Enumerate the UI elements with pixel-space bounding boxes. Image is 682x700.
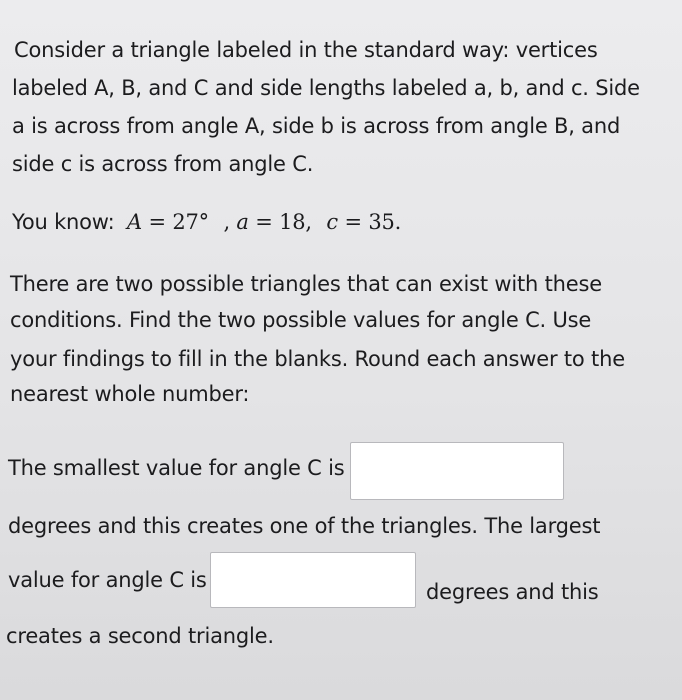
given-label: You know:	[12, 210, 115, 234]
largest-angle-c-input[interactable]	[210, 552, 416, 608]
task-line-2: conditions. Find the two possible values for angle C. Use	[10, 308, 592, 332]
intro-line-4: side c is across from angle C.	[12, 152, 314, 176]
blank1-prefix: The smallest value for angle C is	[8, 456, 345, 480]
blank2-prefix: value for angle C is	[8, 568, 207, 592]
side-a-value: 18	[279, 210, 306, 234]
side-c-value: 35	[368, 210, 395, 234]
blank2-suffix: degrees and this	[426, 580, 599, 604]
blank1-suffix: degrees and this creates one of the triangles. The largest	[8, 514, 601, 538]
angle-A-unit: °	[198, 210, 209, 234]
task-line-4: nearest whole number:	[10, 382, 250, 406]
task-line-3: your findings to fill in the blanks. Round each answer to the	[10, 347, 625, 371]
intro-line-2: labeled A, B, and C and side lengths labeled a, b, and c. Side	[12, 76, 640, 100]
side-c-symbol: c	[326, 210, 338, 234]
angle-A-value: 27	[172, 210, 199, 234]
given-values: You know: A = 27° , a = 18, c = 35.	[12, 210, 402, 234]
task-line-1: There are two possible triangles that can exist with these	[10, 272, 602, 296]
intro-line-1: Consider a triangle labeled in the standard way: vertices	[14, 38, 598, 62]
side-a-symbol: a	[236, 210, 249, 234]
closing-line: creates a second triangle.	[6, 624, 274, 648]
intro-line-3: a is across from angle A, side b is across from angle B, and	[12, 114, 621, 138]
angle-A-symbol: A	[126, 210, 142, 234]
smallest-angle-c-input[interactable]	[350, 442, 564, 500]
